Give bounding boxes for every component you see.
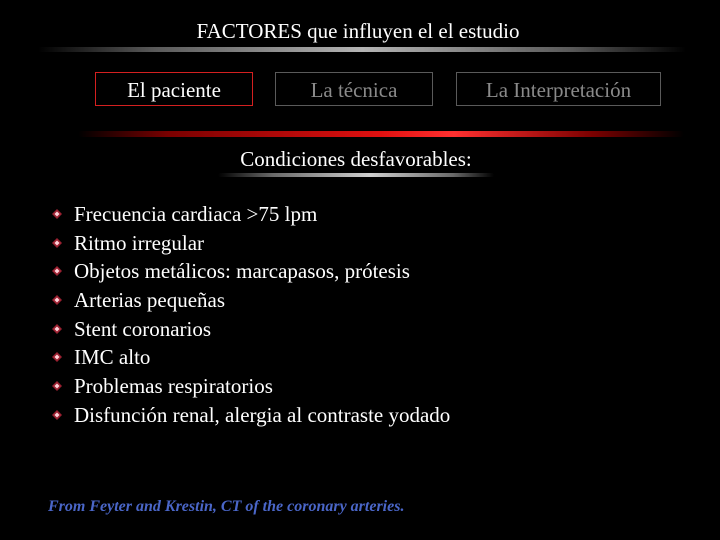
bullet-text: Stent coronarios xyxy=(74,316,212,341)
list-item xyxy=(48,229,450,258)
diamond-bullet-icon xyxy=(52,381,62,391)
bullet-text: Problemas respiratorios xyxy=(74,374,273,399)
diamond-bullet-icon xyxy=(52,266,62,276)
citation: From Feyter and Krestin, CT of the coronary arteries. xyxy=(48,498,405,515)
section-subtitle: Condiciones desfavorables: xyxy=(240,147,472,171)
list-item xyxy=(48,401,450,430)
diamond-bullet-icon xyxy=(52,238,62,248)
bullet-text: IMC alto xyxy=(74,345,151,370)
diamond-bullet-icon xyxy=(52,295,62,305)
red-divider xyxy=(78,131,684,137)
tab-interpretation[interactable]: La Interpretación xyxy=(456,72,661,106)
bullet-list xyxy=(48,200,450,430)
tab-technique[interactable]: La técnica xyxy=(275,72,433,106)
bullet-text: Ritmo irregular xyxy=(74,230,205,255)
list-item xyxy=(48,343,450,372)
diamond-bullet-icon xyxy=(52,209,62,219)
list-item xyxy=(48,286,450,315)
tab-patient[interactable]: El paciente xyxy=(95,72,253,106)
diamond-bullet-icon xyxy=(52,352,62,362)
diamond-bullet-icon xyxy=(52,410,62,420)
bullet-text: Arterias pequeñas xyxy=(74,288,226,313)
list-item xyxy=(48,200,450,229)
bullet-text: Frecuencia cardiaca >75 lpm xyxy=(74,202,318,226)
subtitle-underline xyxy=(218,173,494,177)
list-item xyxy=(48,315,450,344)
list-item xyxy=(48,257,450,286)
bullet-text: Disfunción renal, alergia al contraste yodado xyxy=(74,402,451,427)
diamond-bullet-icon xyxy=(52,324,62,334)
bullet-text: Objetos metálicos: marcapasos, prótesis xyxy=(74,259,410,284)
slide-title: FACTORES que influyen el el estudio xyxy=(196,19,520,43)
list-item xyxy=(48,372,450,401)
title-underline xyxy=(38,47,686,52)
